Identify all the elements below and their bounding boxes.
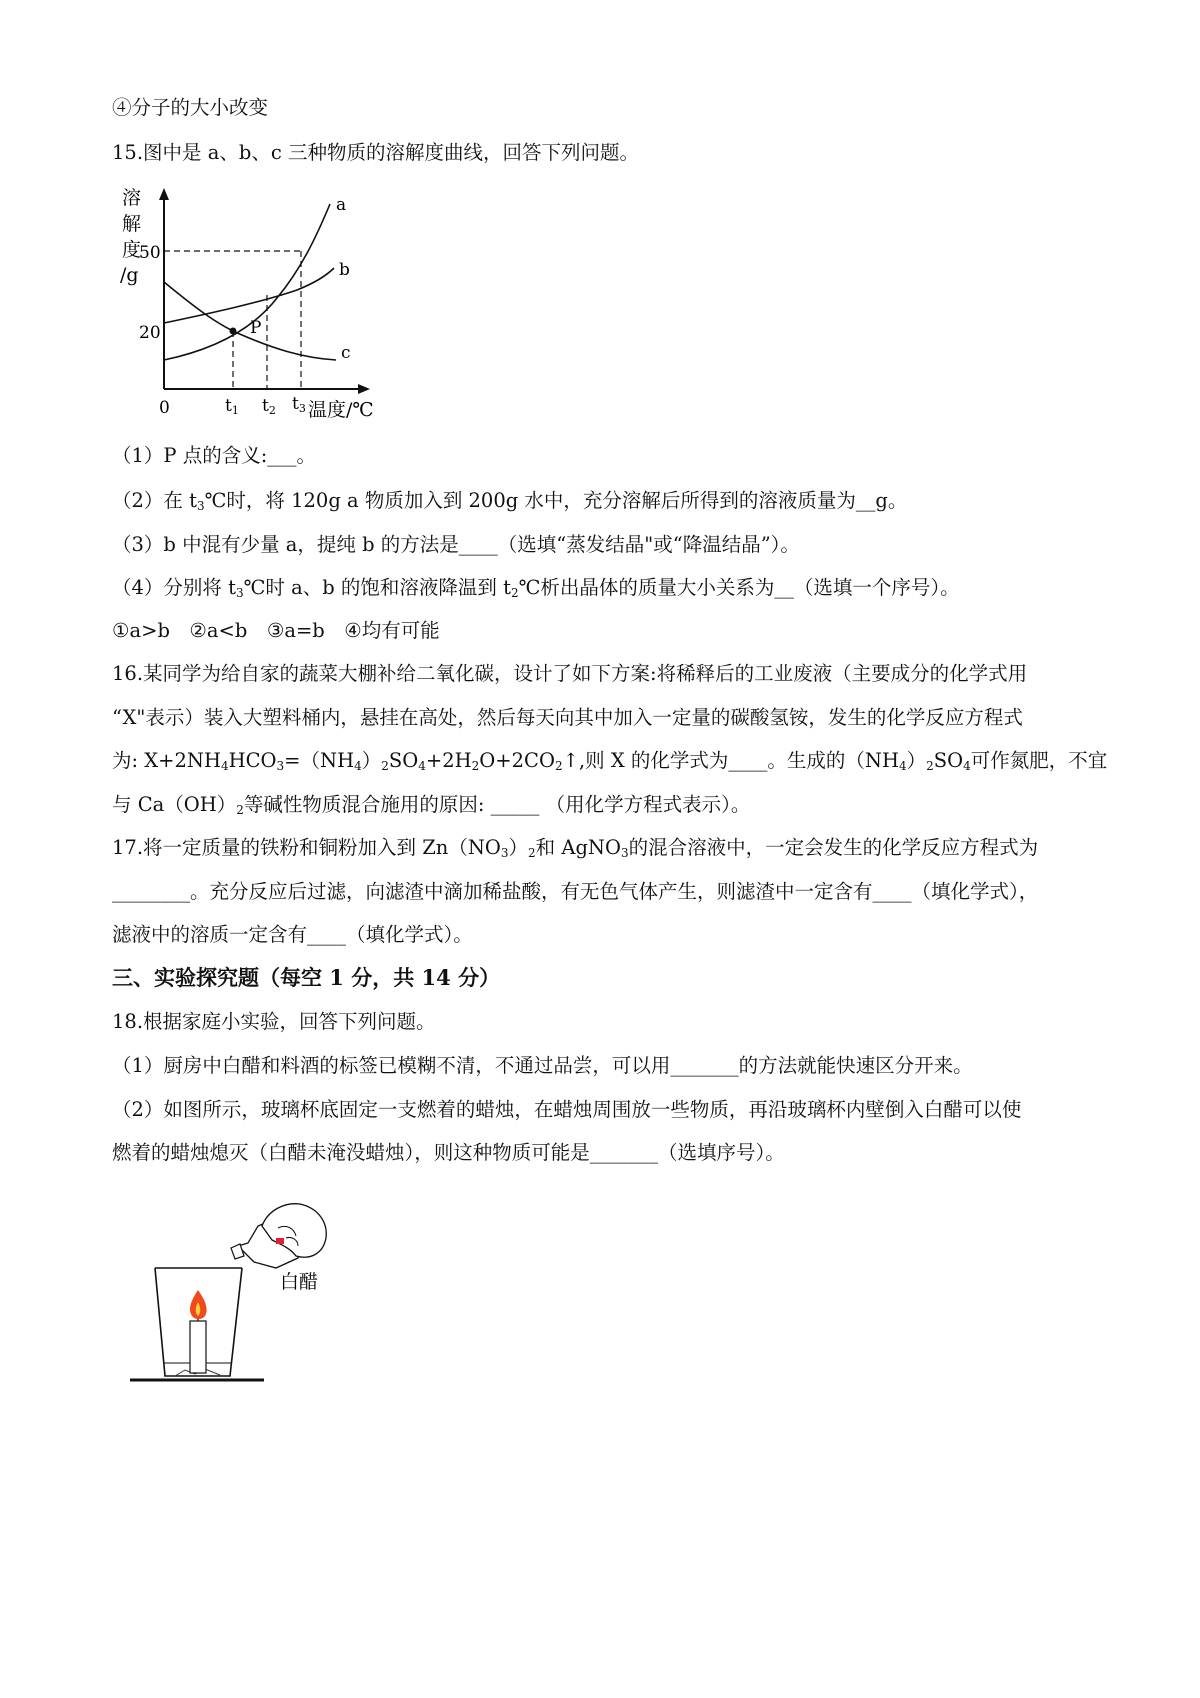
y-axis-label-char: /g [120,264,139,286]
y-axis-arrow [159,188,169,200]
vinegar-label: 白醋 [280,1271,319,1293]
q16-line-3: 为: $X+2NH_4HCO_3=(NH_4)_2SO_4+2H_2O+2CO_2↑$,则 X 的化学式为____。生成的$(NH_4)_2SO_4$可作氮肥，不宜 [112,749,1108,773]
section-3-heading: 三、实验探究题（每空 1 分，共 14 分） [112,965,501,990]
q15-part-4: （4）分别将 $t_3℃$时 a、b 的饱和溶液降温到 $t_2℃$析出晶体的质量大小关系为__（选填一个序号）。 [112,576,960,600]
q16-line-4: 与 $Ca(OH)_2$等碱性物质混合施用的原因: _____ （用化学方程式表示）。 [112,793,751,817]
candle [190,1321,206,1373]
q15-part-2: （2）在 $t_3℃$时，将 120g a 物质加入到 200g 水中，充分溶解后所得到的溶液质量为__g。 [112,489,908,513]
option-4-line: ④分子的大小改变 [112,96,269,119]
origin-label: 0 [159,398,170,418]
q18-part-2-line-1: （2）如图所示，玻璃杯底固定一支燃着的蜡烛，在蜡烛周围放一些物质，再沿玻璃杯内壁倒入白醋可以使 [112,1098,1022,1121]
y-axis-label-char: 解 [122,213,142,235]
x-axis-label: 温度/℃ [308,399,374,421]
bottle-cap-mark [276,1238,284,1244]
q17-line-2: ________。充分反应后过滤，向滤渣中滴加稀盐酸，有无色气体产生，则滤渣中一定含有____（填化学式）， [112,880,1039,903]
question-15-stem: 15.图中是 a、b、c 三种物质的溶解度曲线，回答下列问题。 [112,141,639,164]
curve-a-label: a [336,195,347,215]
x-tick-t3: t3 [292,394,306,415]
q17-line-1: 17.将一定质量的铁粉和铜粉加入到 $Zn(NO_3)_2$和 AgNO$_3$的混合溶液中，一定会发生的化学反应方程式为 [112,836,1039,860]
q15-part-3: （3）b 中混有少量 a，提纯 b 的方法是____（选填“蒸发结晶"或“降温结晶”）。 [112,533,800,556]
q17-line-3: 滤液中的溶质一定含有____（填化学式）。 [112,923,473,946]
point-p [230,328,237,335]
x-axis-arrow [358,384,370,394]
q16-line-2: “X"表示）装入大塑料桶内，悬挂在高处，然后每天向其中加入一定量的碳酸氢铵，发生的化学反应方程式 [112,706,1023,729]
q18-part-1: （1）厨房中白醋和料酒的标签已模糊不清，不通过品尝，可以用_______的方法就能快速区分开来。 [112,1054,973,1077]
y-tick-20: 20 [139,323,161,343]
curve-b-label: b [339,260,350,280]
q18-stem: 18.根据家庭小实验，回答下列问题。 [112,1010,436,1033]
q15-options: ①a>b ②a<b ③a=b ④均有可能 [112,619,440,642]
x-tick-t1: t1 [225,396,239,417]
q18-part-2-line-2: 燃着的蜡烛熄灭（白醋未淹没蜡烛），则这种物质可能是_______（选填序号）。 [112,1141,785,1164]
point-p-label: P [250,318,262,338]
solubility-curve-figure [112,180,392,425]
y-tick-50: 50 [139,243,161,263]
curve-b [164,268,334,323]
q15-part-1: （1）P 点的含义:___。 [112,444,317,467]
y-axis-label-char: 溶 [122,187,142,209]
q16-line-1: 16.某同学为给自家的蔬菜大棚补给二氧化碳，设计了如下方案:将稀释后的工业废液（主要成分的化学式用 [112,662,1028,685]
candle-experiment-figure [130,1198,370,1398]
curve-c-label: c [341,343,351,363]
y-axis-label-char: 度 [122,239,142,261]
x-tick-t2: t2 [262,396,276,417]
